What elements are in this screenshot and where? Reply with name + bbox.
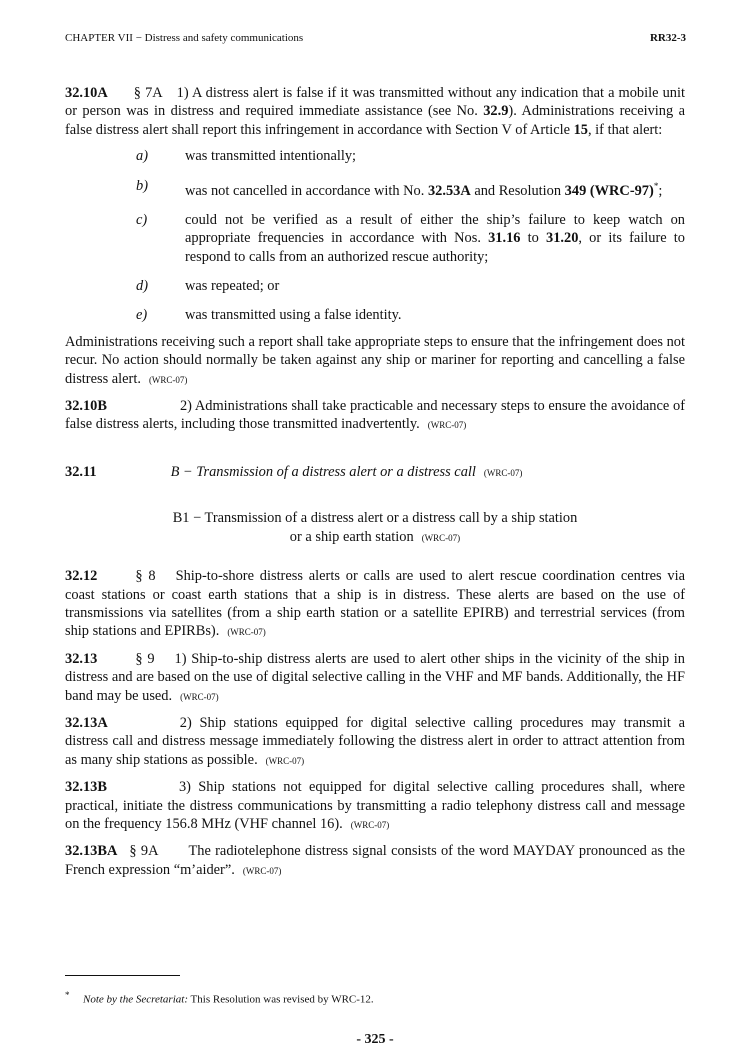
provision-text: 2) Administrations shall take practicable and necessary steps to ensure the avoidance of false distress alerts, including those transmitted inadvertently. [65, 398, 685, 433]
running-header-chapter: CHAPTER VII − Distress and safety communications [65, 32, 304, 44]
footnote [65, 990, 374, 1006]
wrc-tag: (WRC-07) [242, 865, 282, 876]
wrc-tag: (WRC-07) [227, 627, 266, 638]
cross-ref: 31.16 [488, 230, 521, 247]
page-number: - 325 - [356, 1032, 394, 1047]
item-text: ; [658, 182, 663, 199]
footnote-separator [65, 975, 180, 976]
item-text: was not cancelled in accordance with No. [185, 182, 428, 199]
paragraph-text: Administrations receiving such a report shall take appropriate steps to ensure that the infringement does not recur. No action should normally be taken against any ship or mariner for reporting and cancelling a false distress alert. [65, 333, 685, 387]
wrc-tag: (WRC-07) [427, 420, 467, 431]
wrc-tag: (WRC-07) [148, 374, 188, 385]
item-text: was repeated; or [185, 278, 280, 295]
provision-text: , if that alert: [587, 121, 663, 138]
section-mark: § 7A [133, 85, 163, 101]
item-text: was transmitted intentionally; [185, 148, 357, 165]
provision-text: 1) A distress alert is false if it was transmitted without any indication that a mobile unit or person was in distress and required immediate assistance (see No. [65, 85, 685, 120]
item-text: and Resolution [470, 182, 565, 199]
provision-number: 32.11 [65, 463, 97, 480]
provision-text: The radiotelephone distress signal consists of the word MAYDAY pronounced as the French expression “m’aider”. [65, 843, 685, 878]
item-text: to [520, 230, 547, 247]
cross-ref: 31.20 [546, 230, 579, 247]
footnote-marker: * [653, 180, 659, 191]
cross-ref: 349 (WRC-97) [564, 182, 654, 199]
provision-number: 32.12 [65, 568, 98, 585]
cross-ref: 32.53A [427, 182, 471, 199]
cross-ref: 32.9 [483, 103, 509, 120]
item-text: could not be verified as a result of either the ship’s failure to keep watch on appropriate frequencies in accordance with Nos. [185, 211, 685, 247]
list-item-e [65, 306, 685, 324]
wrc-tag: (WRC-07) [350, 819, 390, 830]
list-item-c [65, 211, 685, 266]
provision-text: ). Administrations receiving a false distress alert shall report this infringement in accordance with Section V of Article [65, 103, 685, 138]
provision-number: 32.13B [65, 779, 107, 796]
provision-32-13BA [65, 842, 685, 880]
wrc-tag: (WRC-07) [483, 467, 523, 478]
provision-text: 1) Ship-to-ship distress alerts are used to alert other ships in the vicinity of the ship in distress and are based on the use of digital selective calling in the VHF and MF bands. Additionally, the HF band may be used. [65, 650, 685, 704]
footnote-label: Note by the Secretariat: [83, 993, 188, 1006]
wrc-tag: (WRC-07) [421, 532, 461, 543]
item-label: d) [136, 278, 148, 295]
footnote-mark: * [65, 990, 70, 1000]
list-item-a [65, 147, 685, 165]
item-label: a) [136, 148, 148, 165]
running-header-ref: RR32-3 [649, 32, 686, 44]
section-title: B − Transmission of a distress alert or a distress call [170, 463, 476, 480]
provision-number: 32.13 [65, 650, 98, 667]
provision-text: Ship-to-shore distress alerts or calls are used to alert rescue coordination centres via coast stations or coast earth stations that a ship is in distress. These alerts are based on the use of transmissions via satellites (from a ship earth station or a satellite EPIRB) and terrestrial services (from ship stations and EPIRBs). [65, 568, 685, 640]
provision-32-10A [65, 84, 685, 139]
list-item-b [65, 177, 685, 200]
footnote-text: This Resolution was revised by WRC-12. [190, 993, 374, 1006]
wrc-tag: (WRC-07) [180, 691, 219, 702]
item-text: , or its failure to respond to calls from an authorized rescue authority; [185, 230, 685, 265]
provision-32-13 [65, 650, 685, 706]
provision-32-11 [65, 463, 685, 482]
heading-line: or a ship earth station (WRC-07) [289, 528, 461, 545]
provision-number: 32.10A [65, 85, 108, 101]
provision-number: 32.10B [65, 398, 107, 415]
section-mark: § 8 [135, 568, 156, 585]
provision-32-13A [65, 714, 685, 770]
subsection-heading-b1 [65, 509, 685, 547]
list-item-d [65, 277, 685, 295]
provision-number: 32.13BA [65, 843, 118, 860]
provision-32-12 [65, 567, 685, 642]
administrations-paragraph [65, 333, 685, 389]
heading-line: B1 − Transmission of a distress alert or a distress call by a ship station [172, 510, 578, 527]
cross-ref: 15 [573, 121, 588, 138]
item-label: c) [136, 211, 148, 228]
item-label: e) [136, 307, 148, 324]
document-body [65, 84, 685, 880]
item-label: b) [136, 177, 148, 194]
provision-number: 32.13A [65, 714, 108, 731]
wrc-tag: (WRC-07) [265, 755, 305, 766]
provision-32-13B [65, 778, 685, 834]
section-mark: § 9A [129, 843, 159, 860]
section-mark: § 9 [135, 650, 155, 667]
provision-text: 2) Ship stations equipped for digital selective calling procedures may transmit a distress call and distress message immediately following the distress alert in order to attract attention from as many ship stations as possible. [65, 714, 685, 768]
item-text: was transmitted using a false identity. [185, 307, 402, 324]
provision-text: 3) Ship stations not equipped for digital selective calling procedures shall, where practical, initiate the distress communications by transmitting a radio telephony distress call and message on the frequency 156.8 MHz (VHF channel 16). [65, 779, 685, 832]
provision-32-10B [65, 397, 685, 435]
